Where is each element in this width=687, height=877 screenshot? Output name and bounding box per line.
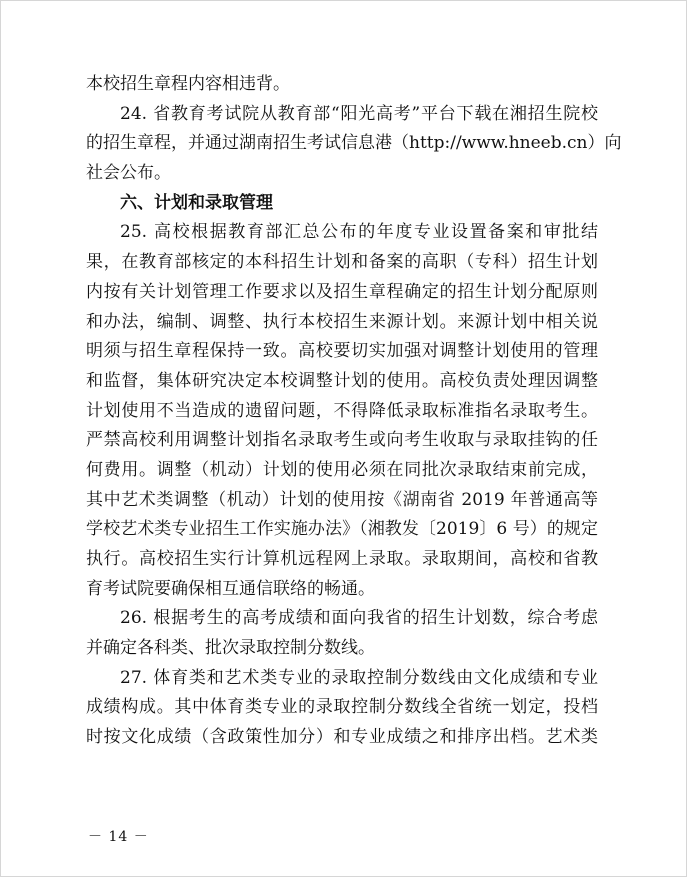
section-heading: 六、计划和录取管理	[120, 192, 273, 213]
text-line-1: 本校招生章程内容相违背。	[86, 74, 290, 94]
text-line-10: 明须与招生章程保持一致。高校要切实加强对调整计划使用的管理	[86, 341, 598, 362]
text-line-23: 时按文化成绩（含政策性加分）和专业成绩之和排序出档。艺术类	[86, 727, 598, 748]
text-line-21: 27. 体育类和艺术类专业的录取控制分数线由文化成绩和专业	[120, 667, 598, 688]
text-line-15: 其中艺术类调整（机动）计划的使用按《湖南省 2019 年普通高等	[86, 489, 598, 510]
text-line-6: 25. 高校根据教育部汇总公布的年度专业设置备案和审批结	[120, 222, 598, 243]
text-line-4: 社会公布。	[86, 163, 171, 184]
page-number: － 14 －	[88, 829, 149, 845]
text-line-22: 成绩构成。其中体育类专业的录取控制分数线全省统一划定，投档	[86, 697, 598, 718]
text-line-8: 内按有关计划管理工作要求以及招生章程确定的招生计划分配原则	[86, 281, 598, 302]
text-line-19: 26. 根据考生的高考成绩和面向我省的招生计划数，综合考虑	[120, 608, 598, 629]
text-line-11: 和监督，集体研究决定本校调整计划的使用。高校负责处理因调整	[86, 370, 598, 391]
text-line-7: 果，在教育部核定的本科招生计划和备案的高职（专科）招生计划	[86, 252, 598, 273]
text-line-12: 计划使用不当造成的遗留问题，不得降低录取标准指名录取考生。	[86, 400, 598, 421]
text-line-14: 何费用。调整（机动）计划的使用必须在同批次录取结束前完成，	[86, 459, 598, 480]
text-line-9: 和办法，编制、调整、执行本校招生来源计划。来源计划中相关说	[86, 311, 598, 332]
text-line-3: 的招生章程，并通过湖南招生考试信息港（http://www.hneeb.cn）向	[86, 133, 622, 154]
text-line-16: 学校艺术类专业招生工作实施办法》（湘教发〔2019〕6 号）的规定	[86, 519, 598, 540]
text-line-2: 24. 省教育考试院从教育部“阳光高考”平台下载在湘招生院校	[120, 103, 598, 124]
text-line-13: 严禁高校利用调整计划指名录取考生或向考生收取与录取挂钩的任	[86, 430, 598, 451]
text-line-20: 并确定各科类、批次录取控制分数线。	[86, 638, 375, 659]
text-line-18: 育考试院要确保相互通信联络的畅通。	[86, 578, 375, 599]
document-body	[86, 70, 622, 753]
text-line-17: 执行。高校招生实行计算机远程网上录取。录取期间，高校和省教	[86, 549, 598, 569]
